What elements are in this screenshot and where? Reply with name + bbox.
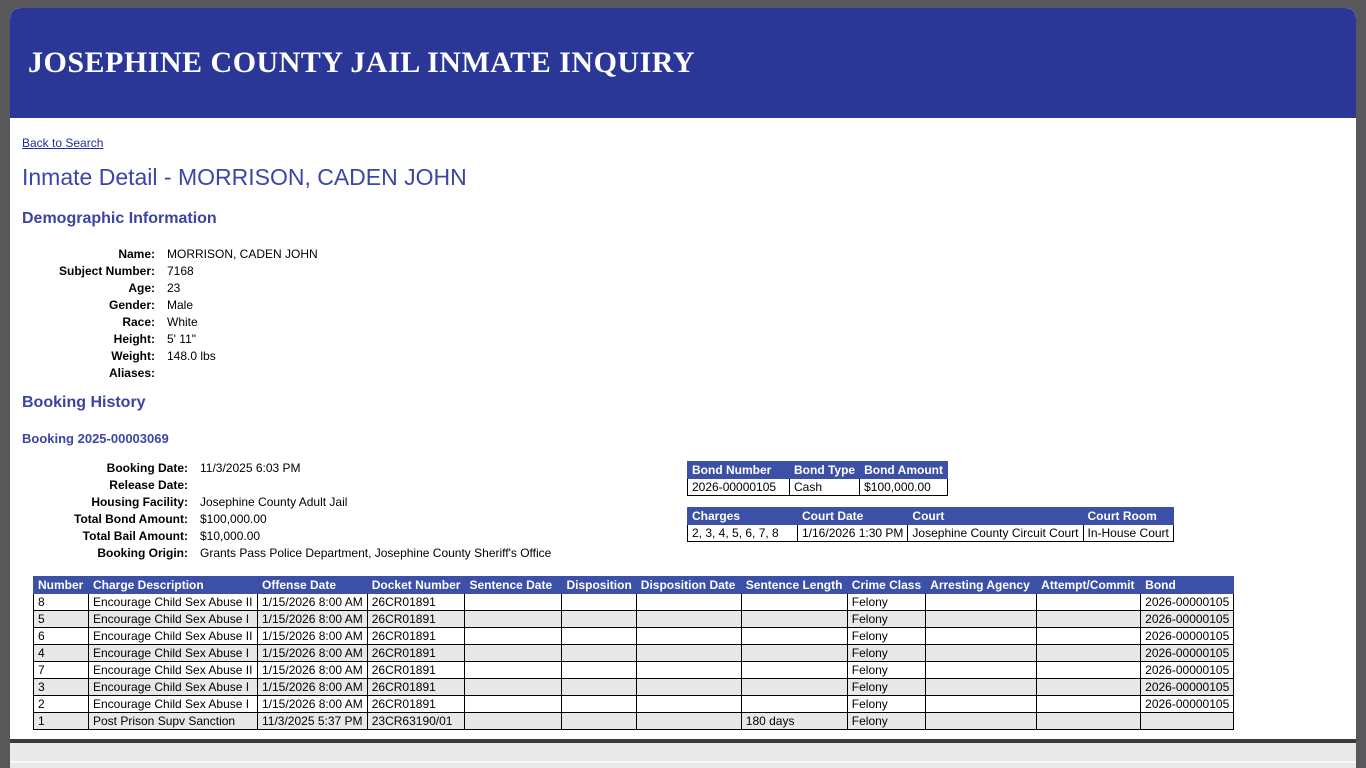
table-row (34, 594, 1234, 611)
table-cell: Felony (847, 679, 925, 696)
table-cell: 2026-00000105 (1141, 611, 1234, 628)
field-row (22, 545, 551, 562)
table-cell: 26CR01891 (367, 645, 465, 662)
table-cell (562, 611, 636, 628)
field-row (22, 460, 551, 477)
table-cell (926, 611, 1037, 628)
table-cell (562, 679, 636, 696)
field-value: Grants Pass Police Department, Josephine County Sheriff's Office (200, 546, 552, 560)
table-cell (741, 594, 847, 611)
field-label: Age: (128, 281, 155, 295)
field-row (22, 365, 318, 382)
table-cell (465, 645, 562, 662)
table-cell (465, 696, 562, 713)
table-cell: 1/15/2026 8:00 AM (258, 611, 368, 628)
column-header: Court Date (798, 508, 908, 525)
back-to-search-link[interactable]: Back to Search (22, 136, 104, 150)
table-cell (1037, 662, 1141, 679)
column-header: Sentence Length (741, 577, 847, 594)
table-cell: 26CR01891 (367, 611, 465, 628)
table-cell (1037, 713, 1141, 730)
table-cell (562, 594, 636, 611)
bond-table (687, 461, 948, 496)
table-cell: Felony (847, 713, 925, 730)
field-row (22, 348, 318, 365)
table-cell: 11/3/2025 5:37 PM (258, 713, 368, 730)
table-cell: 26CR01891 (367, 662, 465, 679)
field-label: Aliases: (108, 366, 155, 380)
table-cell (636, 679, 741, 696)
table-cell: 1/15/2026 8:00 AM (258, 662, 368, 679)
field-row (22, 477, 551, 494)
field-row (22, 263, 318, 280)
table-cell: 2026-00000105 (1141, 662, 1234, 679)
table-cell: 2026-00000105 (1141, 696, 1234, 713)
table-cell: 2026-00000105 (688, 479, 790, 496)
column-header: Docket Number (367, 577, 465, 594)
scrollbar-track-line (10, 761, 1356, 763)
column-header: Bond Amount (860, 462, 948, 479)
column-header: Disposition Date (636, 577, 741, 594)
table-cell (926, 679, 1037, 696)
table-cell (926, 713, 1037, 730)
column-header: Arresting Agency (926, 577, 1037, 594)
field-row (22, 280, 318, 297)
table-cell: Encourage Child Sex Abuse I (89, 611, 258, 628)
field-value: 11/3/2025 6:03 PM (200, 461, 301, 475)
table-cell (926, 645, 1037, 662)
table-cell (741, 645, 847, 662)
table-cell: Cash (790, 479, 860, 496)
table-cell: Post Prison Supv Sanction (89, 713, 258, 730)
table-cell (562, 696, 636, 713)
field-label: Weight: (111, 349, 155, 363)
table-cell: 180 days (741, 713, 847, 730)
banner-title: JOSEPHINE COUNTY JAIL INMATE INQUIRY (28, 46, 696, 79)
demographic-information-heading: Demographic Information (22, 210, 217, 227)
table-cell (562, 662, 636, 679)
table-row (34, 696, 1234, 713)
charges-table (33, 576, 1234, 730)
table-cell: 26CR01891 (367, 696, 465, 713)
table-cell (465, 611, 562, 628)
field-label: Total Bond Amount: (74, 512, 188, 526)
table-cell (636, 611, 741, 628)
field-row (22, 494, 551, 511)
table-cell (1037, 611, 1141, 628)
table-row (34, 713, 1234, 730)
field-value: White (167, 315, 198, 329)
field-label: Booking Date: (106, 461, 188, 475)
table-cell: $100,000.00 (860, 479, 948, 496)
table-cell: 2026-00000105 (1141, 679, 1234, 696)
field-label: Booking Origin: (97, 546, 188, 560)
table-cell: 1/15/2026 8:00 AM (258, 696, 368, 713)
table-cell: 2026-00000105 (1141, 645, 1234, 662)
table-cell (741, 611, 847, 628)
table-cell (562, 713, 636, 730)
table-cell (636, 713, 741, 730)
table-cell (741, 662, 847, 679)
bottom-scrollbar-area[interactable] (10, 739, 1356, 768)
table-header-row (688, 508, 1174, 525)
booking-fields (22, 460, 551, 562)
page-title: Inmate Detail - MORRISON, CADEN JOHN (22, 164, 467, 190)
booking-number-heading: Booking 2025-00003069 (22, 431, 169, 446)
field-row (22, 297, 318, 314)
table-cell: Felony (847, 696, 925, 713)
field-value: Josephine County Adult Jail (200, 495, 348, 509)
table-cell (926, 594, 1037, 611)
table-cell: 23CR63190/01 (367, 713, 465, 730)
table-cell (926, 628, 1037, 645)
field-value: $100,000.00 (200, 512, 267, 526)
table-cell: 2026-00000105 (1141, 594, 1234, 611)
table-cell (562, 628, 636, 645)
column-header: Sentence Date (465, 577, 562, 594)
table-cell (1037, 645, 1141, 662)
table-cell (1141, 713, 1234, 730)
table-cell (636, 628, 741, 645)
table-cell: Felony (847, 662, 925, 679)
page-card (10, 8, 1356, 739)
table-cell: 2, 3, 4, 5, 6, 7, 8 (688, 525, 798, 542)
field-label: Housing Facility: (91, 495, 188, 509)
table-row (34, 679, 1234, 696)
field-value: Male (167, 298, 194, 312)
table-cell (741, 628, 847, 645)
table-cell (926, 696, 1037, 713)
column-header: Court (908, 508, 1083, 525)
table-cell: 2026-00000105 (1141, 628, 1234, 645)
table-header-row (688, 462, 948, 479)
table-cell: Felony (847, 628, 925, 645)
field-row (22, 511, 551, 528)
table-header-row (34, 577, 1234, 594)
table-cell (465, 594, 562, 611)
table-cell (926, 662, 1037, 679)
field-value: $10,000.00 (200, 529, 261, 543)
table-cell: 1/15/2026 8:00 AM (258, 645, 368, 662)
field-value: 7168 (167, 264, 194, 278)
field-label: Subject Number: (58, 264, 155, 278)
field-row (22, 314, 318, 331)
table-cell: Felony (847, 611, 925, 628)
table-cell (465, 679, 562, 696)
table-cell: Felony (847, 645, 925, 662)
table-cell (1037, 696, 1141, 713)
table-cell (636, 696, 741, 713)
table-cell (636, 594, 741, 611)
table-cell (1037, 679, 1141, 696)
table-cell: In-House Court (1083, 525, 1173, 542)
field-label: Height: (113, 332, 155, 346)
table-cell: 4 (34, 645, 89, 662)
table-cell: 26CR01891 (367, 594, 465, 611)
table-cell (1037, 628, 1141, 645)
table-cell: Encourage Child Sex Abuse II (89, 594, 258, 611)
column-header: Offense Date (258, 577, 368, 594)
table-cell (1037, 594, 1141, 611)
field-value: MORRISON, CADEN JOHN (167, 247, 318, 261)
column-header: Bond Number (688, 462, 790, 479)
column-header: Charge Description (89, 577, 258, 594)
table-row (34, 645, 1234, 662)
table-cell: Felony (847, 594, 925, 611)
field-value: 23 (167, 281, 181, 295)
column-header: Bond (1141, 577, 1234, 594)
field-row (22, 528, 551, 545)
table-cell: 1 (34, 713, 89, 730)
table-cell (741, 679, 847, 696)
demographic-fields (22, 246, 318, 382)
table-cell: 1/15/2026 8:00 AM (258, 628, 368, 645)
table-cell (465, 662, 562, 679)
booking-history-heading: Booking History (22, 394, 146, 411)
table-cell (465, 628, 562, 645)
table-cell: 5 (34, 611, 89, 628)
table-cell: Encourage Child Sex Abuse II (89, 662, 258, 679)
field-label: Total Bail Amount: (82, 529, 188, 543)
column-header: Disposition (562, 577, 636, 594)
table-row (34, 628, 1234, 645)
table-cell: 6 (34, 628, 89, 645)
table-cell: 26CR01891 (367, 628, 465, 645)
table-cell: 1/15/2026 8:00 AM (258, 679, 368, 696)
table-cell: 26CR01891 (367, 679, 465, 696)
table-cell: Josephine County Circuit Court (908, 525, 1083, 542)
table-cell (636, 662, 741, 679)
column-header: Bond Type (790, 462, 860, 479)
column-header: Crime Class (847, 577, 925, 594)
table-cell: 1/16/2026 1:30 PM (798, 525, 908, 542)
table-cell: 3 (34, 679, 89, 696)
table-cell: Encourage Child Sex Abuse I (89, 696, 258, 713)
table-cell: 2 (34, 696, 89, 713)
field-value: 5' 11" (167, 332, 197, 346)
table-row (688, 479, 948, 496)
table-cell: Encourage Child Sex Abuse I (89, 645, 258, 662)
table-cell: Encourage Child Sex Abuse I (89, 679, 258, 696)
table-cell (741, 696, 847, 713)
table-cell: 8 (34, 594, 89, 611)
field-label: Gender: (108, 298, 155, 312)
field-label: Release Date: (109, 478, 188, 492)
column-header: Charges (688, 508, 798, 525)
table-row (34, 611, 1234, 628)
court-schedule-table (687, 507, 1174, 542)
field-row (22, 331, 318, 348)
column-header: Attempt/Commit (1037, 577, 1141, 594)
field-label: Name: (118, 247, 155, 261)
field-value: 148.0 lbs (167, 349, 216, 363)
table-cell: 1/15/2026 8:00 AM (258, 594, 368, 611)
field-row (22, 246, 318, 263)
column-header: Court Room (1083, 508, 1173, 525)
field-label: Race: (122, 315, 155, 329)
table-row (688, 525, 1174, 542)
table-cell (562, 645, 636, 662)
table-cell: 7 (34, 662, 89, 679)
column-header: Number (34, 577, 89, 594)
table-row (34, 662, 1234, 679)
page-banner (10, 8, 1356, 118)
table-cell (465, 713, 562, 730)
table-cell: Encourage Child Sex Abuse II (89, 628, 258, 645)
table-cell (636, 645, 741, 662)
